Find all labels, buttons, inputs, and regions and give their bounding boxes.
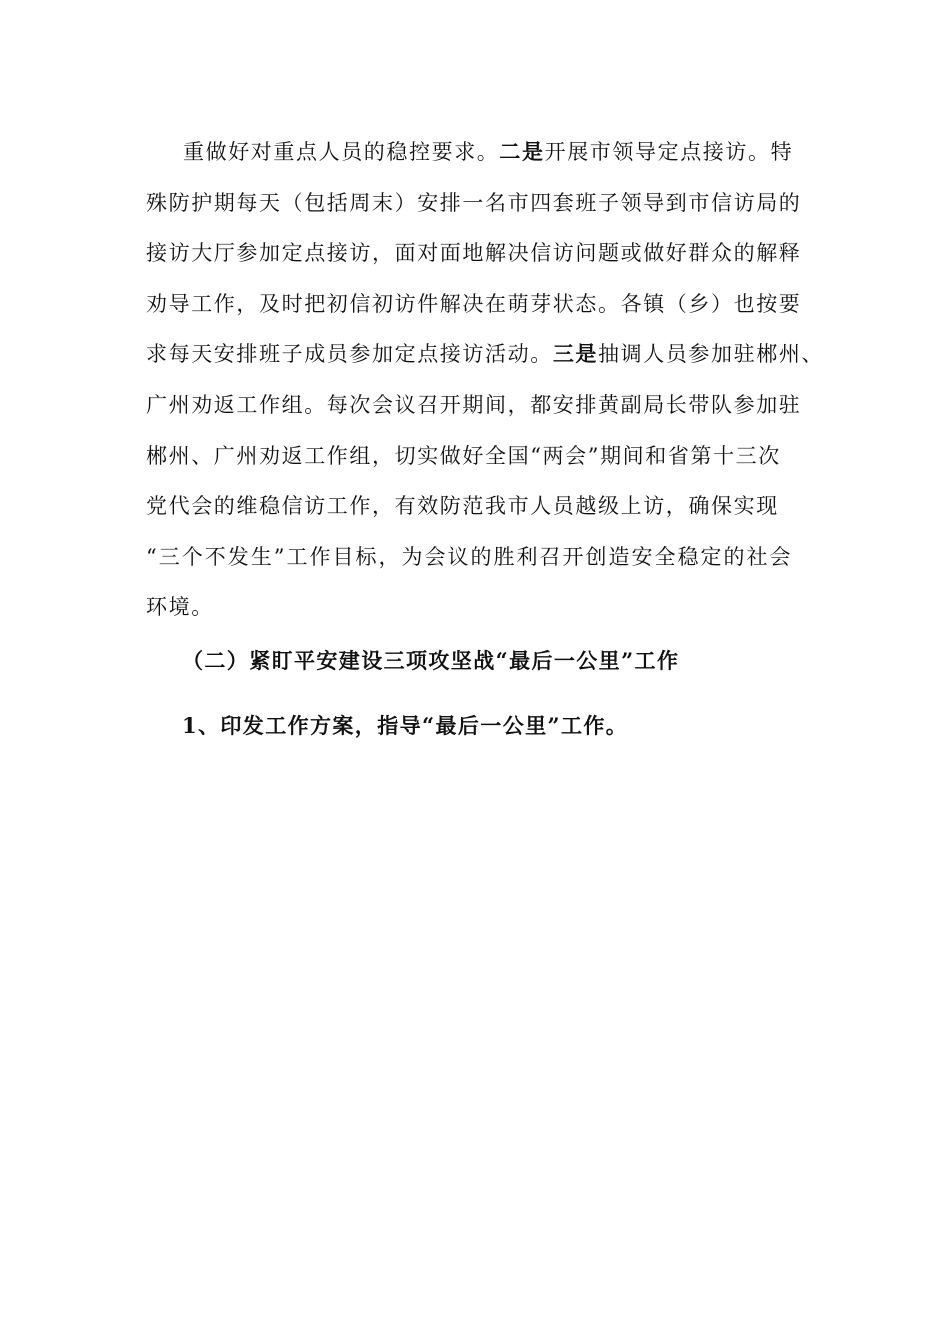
paragraph-line-1 <box>146 132 796 183</box>
paragraph-line-2: 殊防护期每天（包括周末）安排一名市四套班子领导到市信访局的 <box>146 190 802 215</box>
paragraph-line-8: 党代会的维稳信访工作，有效防范我市人员越级上访，确保实现 <box>146 494 779 519</box>
subsection-heading: 1、印发工作方案，指导“最后一公里”工作。 <box>182 713 629 738</box>
text-run: 抽调人员参加驻郴州、 <box>598 342 825 367</box>
paragraph-line-6: 广州劝返工作组。每次会议召开期间，都安排黄副局长带队参加驻 <box>146 392 802 417</box>
paragraph-line-5 <box>146 334 825 385</box>
section-heading: （二）紧盯平安建设三项攻坚战“最后一公里”工作 <box>182 648 680 673</box>
text-run: 重做好对重点人员的稳控要求。 <box>183 140 500 164</box>
text-run: 求每天安排班子成员参加定点接访活动。 <box>146 342 553 367</box>
paragraph-line-10: 环境。 <box>146 595 214 620</box>
bold-keyword-san-shi: 三是 <box>552 341 599 367</box>
paragraph-line-3: 接访大厅参加定点接访，面对面地解决信访问题或做好群众的解释 <box>146 241 802 266</box>
paragraph-line-4: 劝导工作，及时把初信初访件解决在萌芽状态。各镇（乡）也按要 <box>146 291 802 316</box>
paragraph-line-7: 郴州、广州劝返工作组，切实做好全国“两会”期间和省第十三次 <box>146 443 781 468</box>
bold-keyword-er-shi: 二是 <box>499 139 545 164</box>
body-paragraph <box>146 132 825 638</box>
paragraph-line-9: “三个不发生”工作目标，为会议的胜利召开创造安全稳定的社会 <box>146 544 793 569</box>
text-run: 开展市领导定点接访。特 <box>544 140 794 164</box>
